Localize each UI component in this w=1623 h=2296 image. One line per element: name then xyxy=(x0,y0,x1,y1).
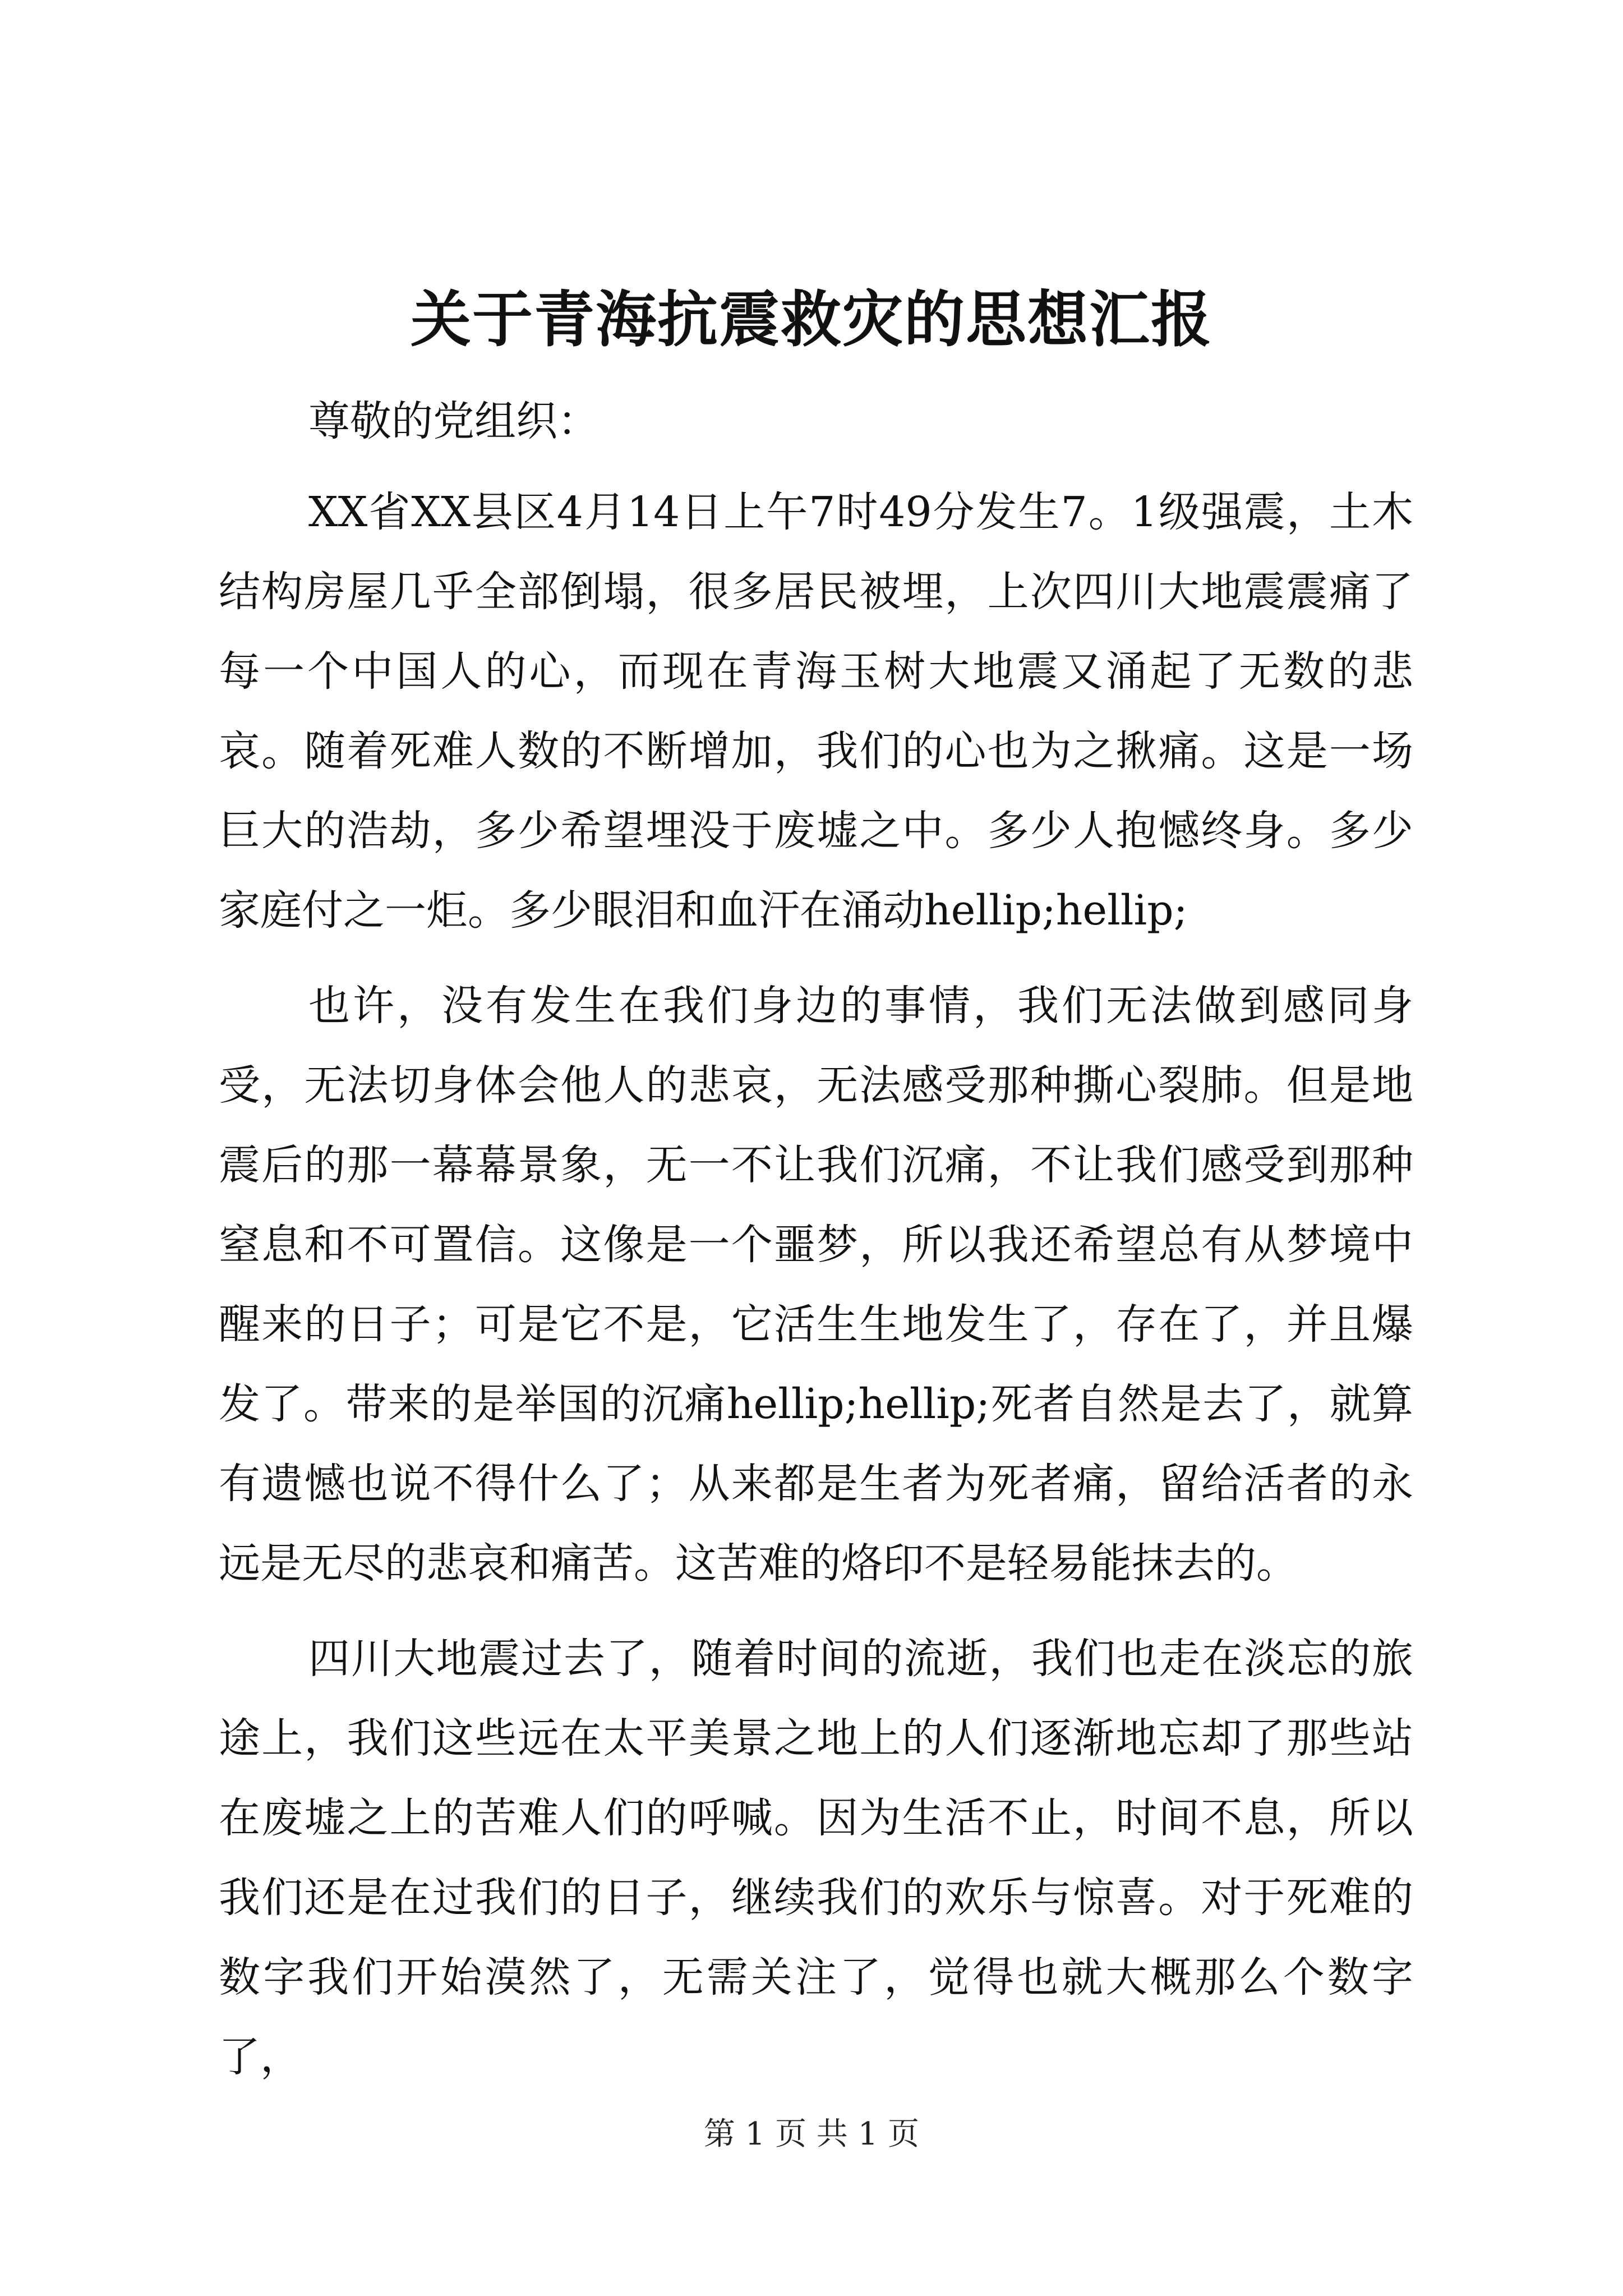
paragraph-3: 四川大地震过去了，随着时间的流逝，我们也走在淡忘的旅途上，我们这些远在太平美景之地上的人们逐渐地忘却了那些站在废墟之上的苦难人们的呼喊。因为生活不止，时间不息，所以我们还是在过我们的日子，继续我们的欢乐与惊喜。对于死难的数字我们开始漠然了，无需关注了，觉得也就大概那么个数字了， xyxy=(219,1635,1413,2081)
document-body xyxy=(219,381,1413,2113)
paragraph-2: 也许，没有发生在我们身边的事情，我们无法做到感同身受，无法切身体会他人的悲哀，无法感受那种撕心裂肺。但是地震后的那一幕幕景象，无一不让我们沉痛，不让我们感受到那种窒息和不可置信。这像是一个噩梦，所以我还希望总有从梦境中醒来的日子；可是它不是，它活生生地发生了，存在了，并且爆发了。带来的是举国的沉痛hellip;hellip;死者自然是去了，就算有遗憾也说不得什么了；从来都是生者为死者痛，留给活者的永远是无尽的悲哀和痛苦。这苦难的烙印不是轻易能抹去的。 xyxy=(219,982,1413,1588)
document-title: 关于青海抗震救灾的思想汇报 xyxy=(410,284,1212,355)
page-footer: 第 1 页 共 1 页 xyxy=(703,2116,920,2152)
salutation: 尊敬的党组织： xyxy=(308,397,599,445)
paragraph-1: XX省XX县区4月14日上午7时49分发生7。1级强震，土木结构房屋几乎全部倒塌，很多居民被埋，上次四川大地震震痛了每一个中国人的心，而现在青海玉树大地震又涌起了无数的悲哀。随着死难人数的不断增加，我们的心也为之揪痛。这是一场巨大的浩劫，多少希望埋没于废墟之中。多少人抱憾终身。多少家庭付之一炬。多少眼泪和血汗在涌动hellip;hellip; xyxy=(219,488,1413,935)
